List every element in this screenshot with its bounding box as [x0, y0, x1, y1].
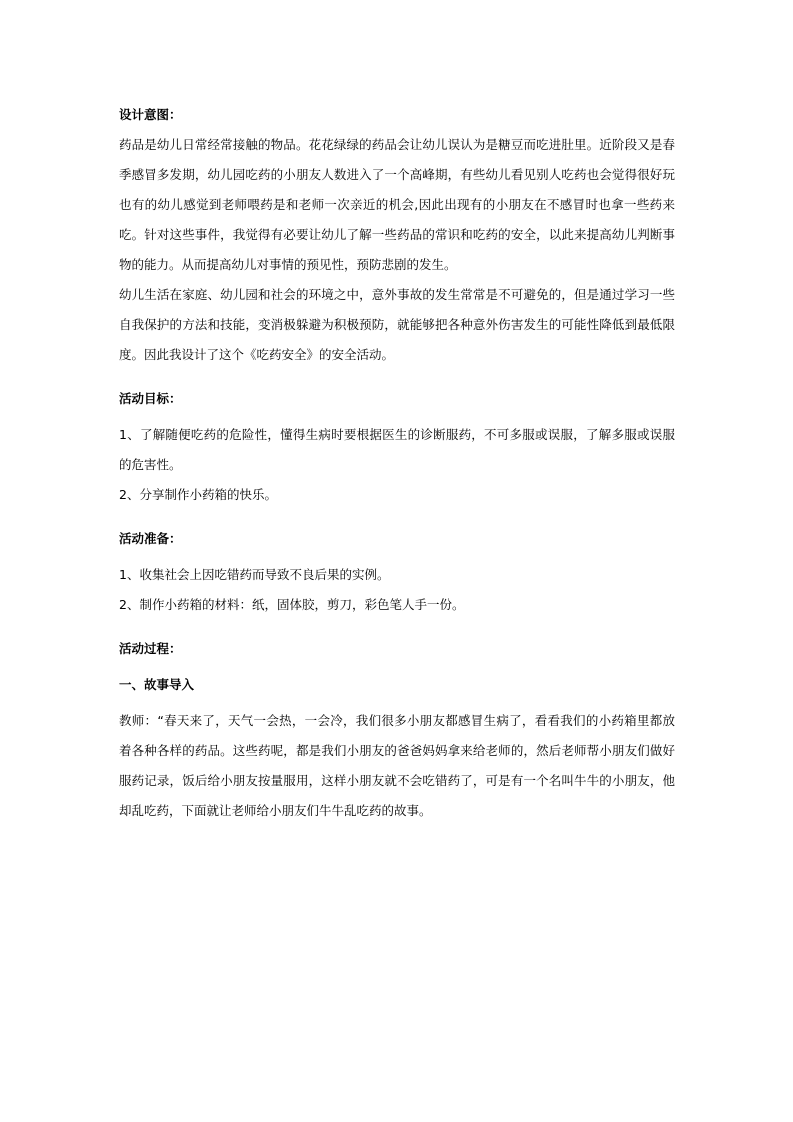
- process-subheading: 一、故事导入: [119, 677, 195, 692]
- goals-section: [119, 384, 675, 510]
- document-page: [119, 100, 675, 826]
- design-intent-paragraph-2: 幼儿生活在家庭、幼儿园和社会的环境之中，意外事故的发生常常是不可避免的，但是通过学习一些自我保护的方法和技能，变消极躲避为积极预防，就能够把各种意外伤害发生的可能性降低到最低限度。因此我设计了这个《吃药安全》的安全活动。: [119, 287, 675, 362]
- design-intent-section: [119, 100, 675, 370]
- goals-item-1: 1、了解随便吃药的危险性，懂得生病时要根据医生的诊断服药，不可多服或误服，了解多服或误服的危害性。: [119, 427, 675, 472]
- process-heading: 活动过程：: [119, 641, 182, 656]
- preparation-heading: 活动准备：: [119, 531, 182, 546]
- preparation-item-2: 2、制作小药箱的材料：纸，固体胶，剪刀，彩色笔人手一份。: [119, 597, 465, 612]
- process-paragraph-1: 教师：“春天来了，天气一会热，一会冷，我们很多小朋友都感冒生病了，看看我们的小药箱里都放着各种各样的药品。这些药呢，都是我们小朋友的爸爸妈妈拿来给老师的，然后老师帮小朋友们做好服药记录，饭后给小朋友按量服用，这样小朋友就不会吃错药了，可是有一个名叫牛牛的小朋友，他却乱吃药，下面就让老师给小朋友们牛牛乱吃药的故事。: [119, 713, 675, 818]
- process-section: [119, 634, 675, 826]
- goals-heading: 活动目标：: [119, 391, 182, 406]
- goals-item-2: 2、分享制作小药箱的快乐。: [119, 487, 277, 502]
- preparation-section: [119, 524, 675, 620]
- preparation-item-1: 1、收集社会上因吃错药而导致不良后果的实例。: [119, 567, 390, 582]
- design-intent-heading: 设计意图：: [119, 107, 182, 122]
- design-intent-paragraph-1: 药品是幼儿日常经常接触的物品。花花绿绿的药品会让幼儿误认为是糖豆而吃进肚里。近阶段又是春季感冒多发期，幼儿园吃药的小朋友人数进入了一个高峰期，有些幼儿看见别人吃药也会觉得很好玩也有的幼儿感觉到老师喂药是和老师一次亲近的机会,因此出现有的小朋友在不感冒时也拿一些药来吃。针对这些事件，我觉得有必要让幼儿了解一些药品的常识和吃药的安全，以此来提高幼儿判断事物的能力。从而提高幼儿对事情的预见性，预防悲剧的发生。: [119, 137, 675, 272]
